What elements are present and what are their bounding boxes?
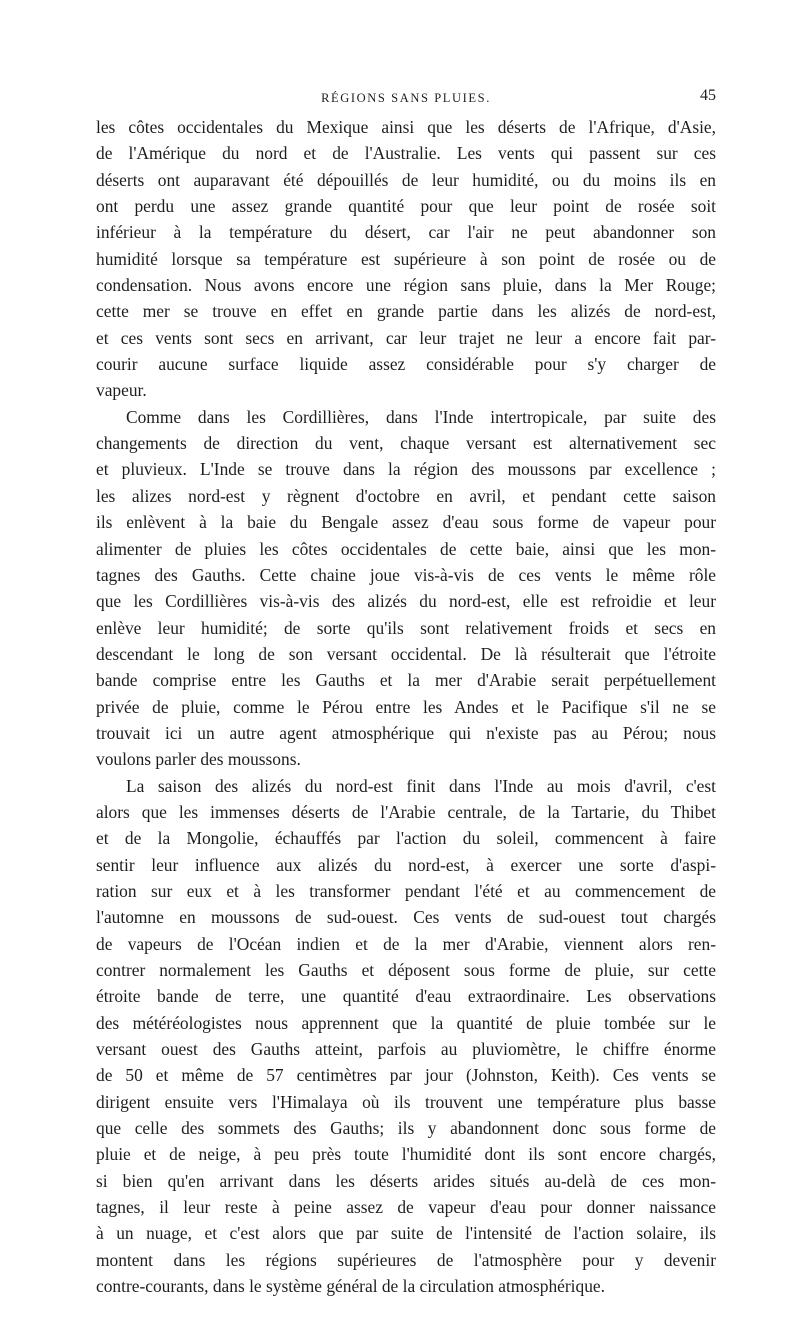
text-line: contre-courants, dans le système général de la circulation atmosphérique.: [96, 1276, 605, 1297]
paragraph: [96, 404, 716, 773]
running-header: [96, 86, 716, 110]
text-line: à un nuage, et c'est alors que par suite de l'intensité de l'action solaire, ils: [96, 1223, 716, 1244]
text-line: dirigent ensuite vers l'Himalaya où ils trouvent une température plus basse: [96, 1091, 716, 1112]
paragraph: [96, 773, 716, 1300]
text-line: voulons parler des moussons.: [96, 749, 301, 770]
text-line: changements de direction du vent, chaque versant est alternativement sec: [96, 433, 716, 454]
text-line: inférieur à la température du désert, car l'air ne peut abandonner son: [96, 222, 716, 243]
paragraph: [96, 114, 716, 404]
text-line: tagnes, il leur reste à peine assez de vapeur d'eau pour donner naissance: [96, 1197, 716, 1218]
text-line: cette mer se trouve en effet en grande partie dans les alizés de nord-est,: [96, 301, 716, 322]
text-line: contrer normalement les Gauths et déposent sous forme de pluie, sur cette: [96, 960, 716, 980]
text-line: si bien qu'en arrivant dans les déserts arides situés au-delà de ces mon-: [96, 1170, 716, 1191]
text-line: trouvait ici un autre agent atmosphérique qui n'existe pas au Pérou; nous: [96, 722, 716, 743]
text-line: enlève leur humidité; de sorte qu'ils sont relativement froids et secs en: [96, 617, 716, 638]
text-line: ils enlèvent à la baie du Bengale assez d'eau sous forme de vapeur pour: [96, 512, 716, 533]
text-line: de 50 et même de 57 centimètres par jour (Johnston, Keith). Ces vents se: [96, 1065, 716, 1086]
text-line: bande comprise entre les Gauths et la mer d'Arabie serait perpétuellement: [96, 670, 716, 691]
text-line: déserts ont auparavant été dépouillés de leur humidité, ou du moins ils en: [96, 169, 716, 190]
text-line: humidité lorsque sa température est supérieure à son point de rosée ou de: [96, 248, 716, 269]
page-number: 45: [700, 87, 716, 104]
text-line: ration sur eux et à les transformer pendant l'été et au commencement de: [96, 880, 716, 901]
text-line: descendant le long de son versant occidental. De là résulterait que l'étroite: [96, 643, 716, 664]
text-line: tagnes des Gauths. Cette chaine joue vis-à-vis de ces vents le même rôle: [96, 564, 716, 585]
text-line: étroite bande de terre, une quantité d'eau extraordinaire. Les observations: [96, 986, 716, 1007]
text-line: que celle des sommets des Gauths; ils y abandonnent donc sous forme de: [96, 1118, 716, 1139]
text-line: et ces vents sont secs en arrivant, car leur trajet ne leur a encore fait par-: [96, 327, 716, 348]
text-line: les côtes occidentales du Mexique ainsi que les déserts de l'Afrique, d'Asie,: [96, 117, 716, 137]
text-line: sentir leur influence aux alizés du nord-est, à exercer une sorte d'aspi-: [96, 854, 716, 875]
text-line: de l'Amérique du nord et de l'Australie. Les vents qui passent sur ces: [96, 143, 716, 164]
text-line: Comme dans les Cordillières, dans l'Inde intertropicale, par suite des: [126, 406, 716, 427]
text-line: La saison des alizés du nord-est finit dans l'Inde au mois d'avril, c'est: [126, 775, 716, 796]
text-line: l'automne en moussons de sud-ouest. Ces vents de sud-ouest tout chargés: [96, 907, 716, 928]
text-line: alors que les immenses déserts de l'Arabie centrale, de la Tartarie, du Thibet: [96, 801, 716, 822]
text-line: que les Cordillières vis-à-vis des alizés du nord-est, elle est refroidie et leur: [96, 591, 716, 612]
text-line: ont perdu une assez grande quantité pour que leur point de rosée soit: [96, 196, 716, 217]
running-title: RÉGIONS SANS PLUIES.: [321, 91, 491, 105]
text-line: alimenter de pluies les côtes occidentales de cette baie, ainsi que les mon-: [96, 538, 716, 559]
text-line: de vapeurs de l'Océan indien et de la mer d'Arabie, viennent alors ren-: [96, 933, 716, 954]
body-text: [96, 114, 716, 1299]
text-line: des météréologistes nous apprennent que la quantité de pluie tombée sur le: [96, 1012, 716, 1033]
text-line: vapeur.: [96, 380, 147, 401]
text-line: montent dans les régions supérieures de l'atmosphère pour y devenir: [96, 1249, 716, 1270]
text-line: versant ouest des Gauths atteint, parfois au pluviomètre, le chiffre énorme: [96, 1039, 716, 1060]
text-line: condensation. Nous avons encore une région sans pluie, dans la Mer Rouge;: [96, 275, 716, 296]
text-line: pluie et de neige, à peu près toute l'humidité dont ils sont encore chargés,: [96, 1144, 716, 1165]
text-line: privée de pluie, comme le Pérou entre les Andes et le Pacifique s'il ne se: [96, 696, 716, 717]
text-line: et de la Mongolie, échauffés par l'action du soleil, commencent à faire: [96, 828, 716, 849]
text-line: et pluvieux. L'Inde se trouve dans la région des moussons par excellence ;: [96, 459, 716, 480]
text-line: courir aucune surface liquide assez considérable pour s'y charger de: [96, 354, 716, 375]
text-line: les alizes nord-est y règnent d'octobre en avril, et pendant cette saison: [96, 485, 716, 506]
